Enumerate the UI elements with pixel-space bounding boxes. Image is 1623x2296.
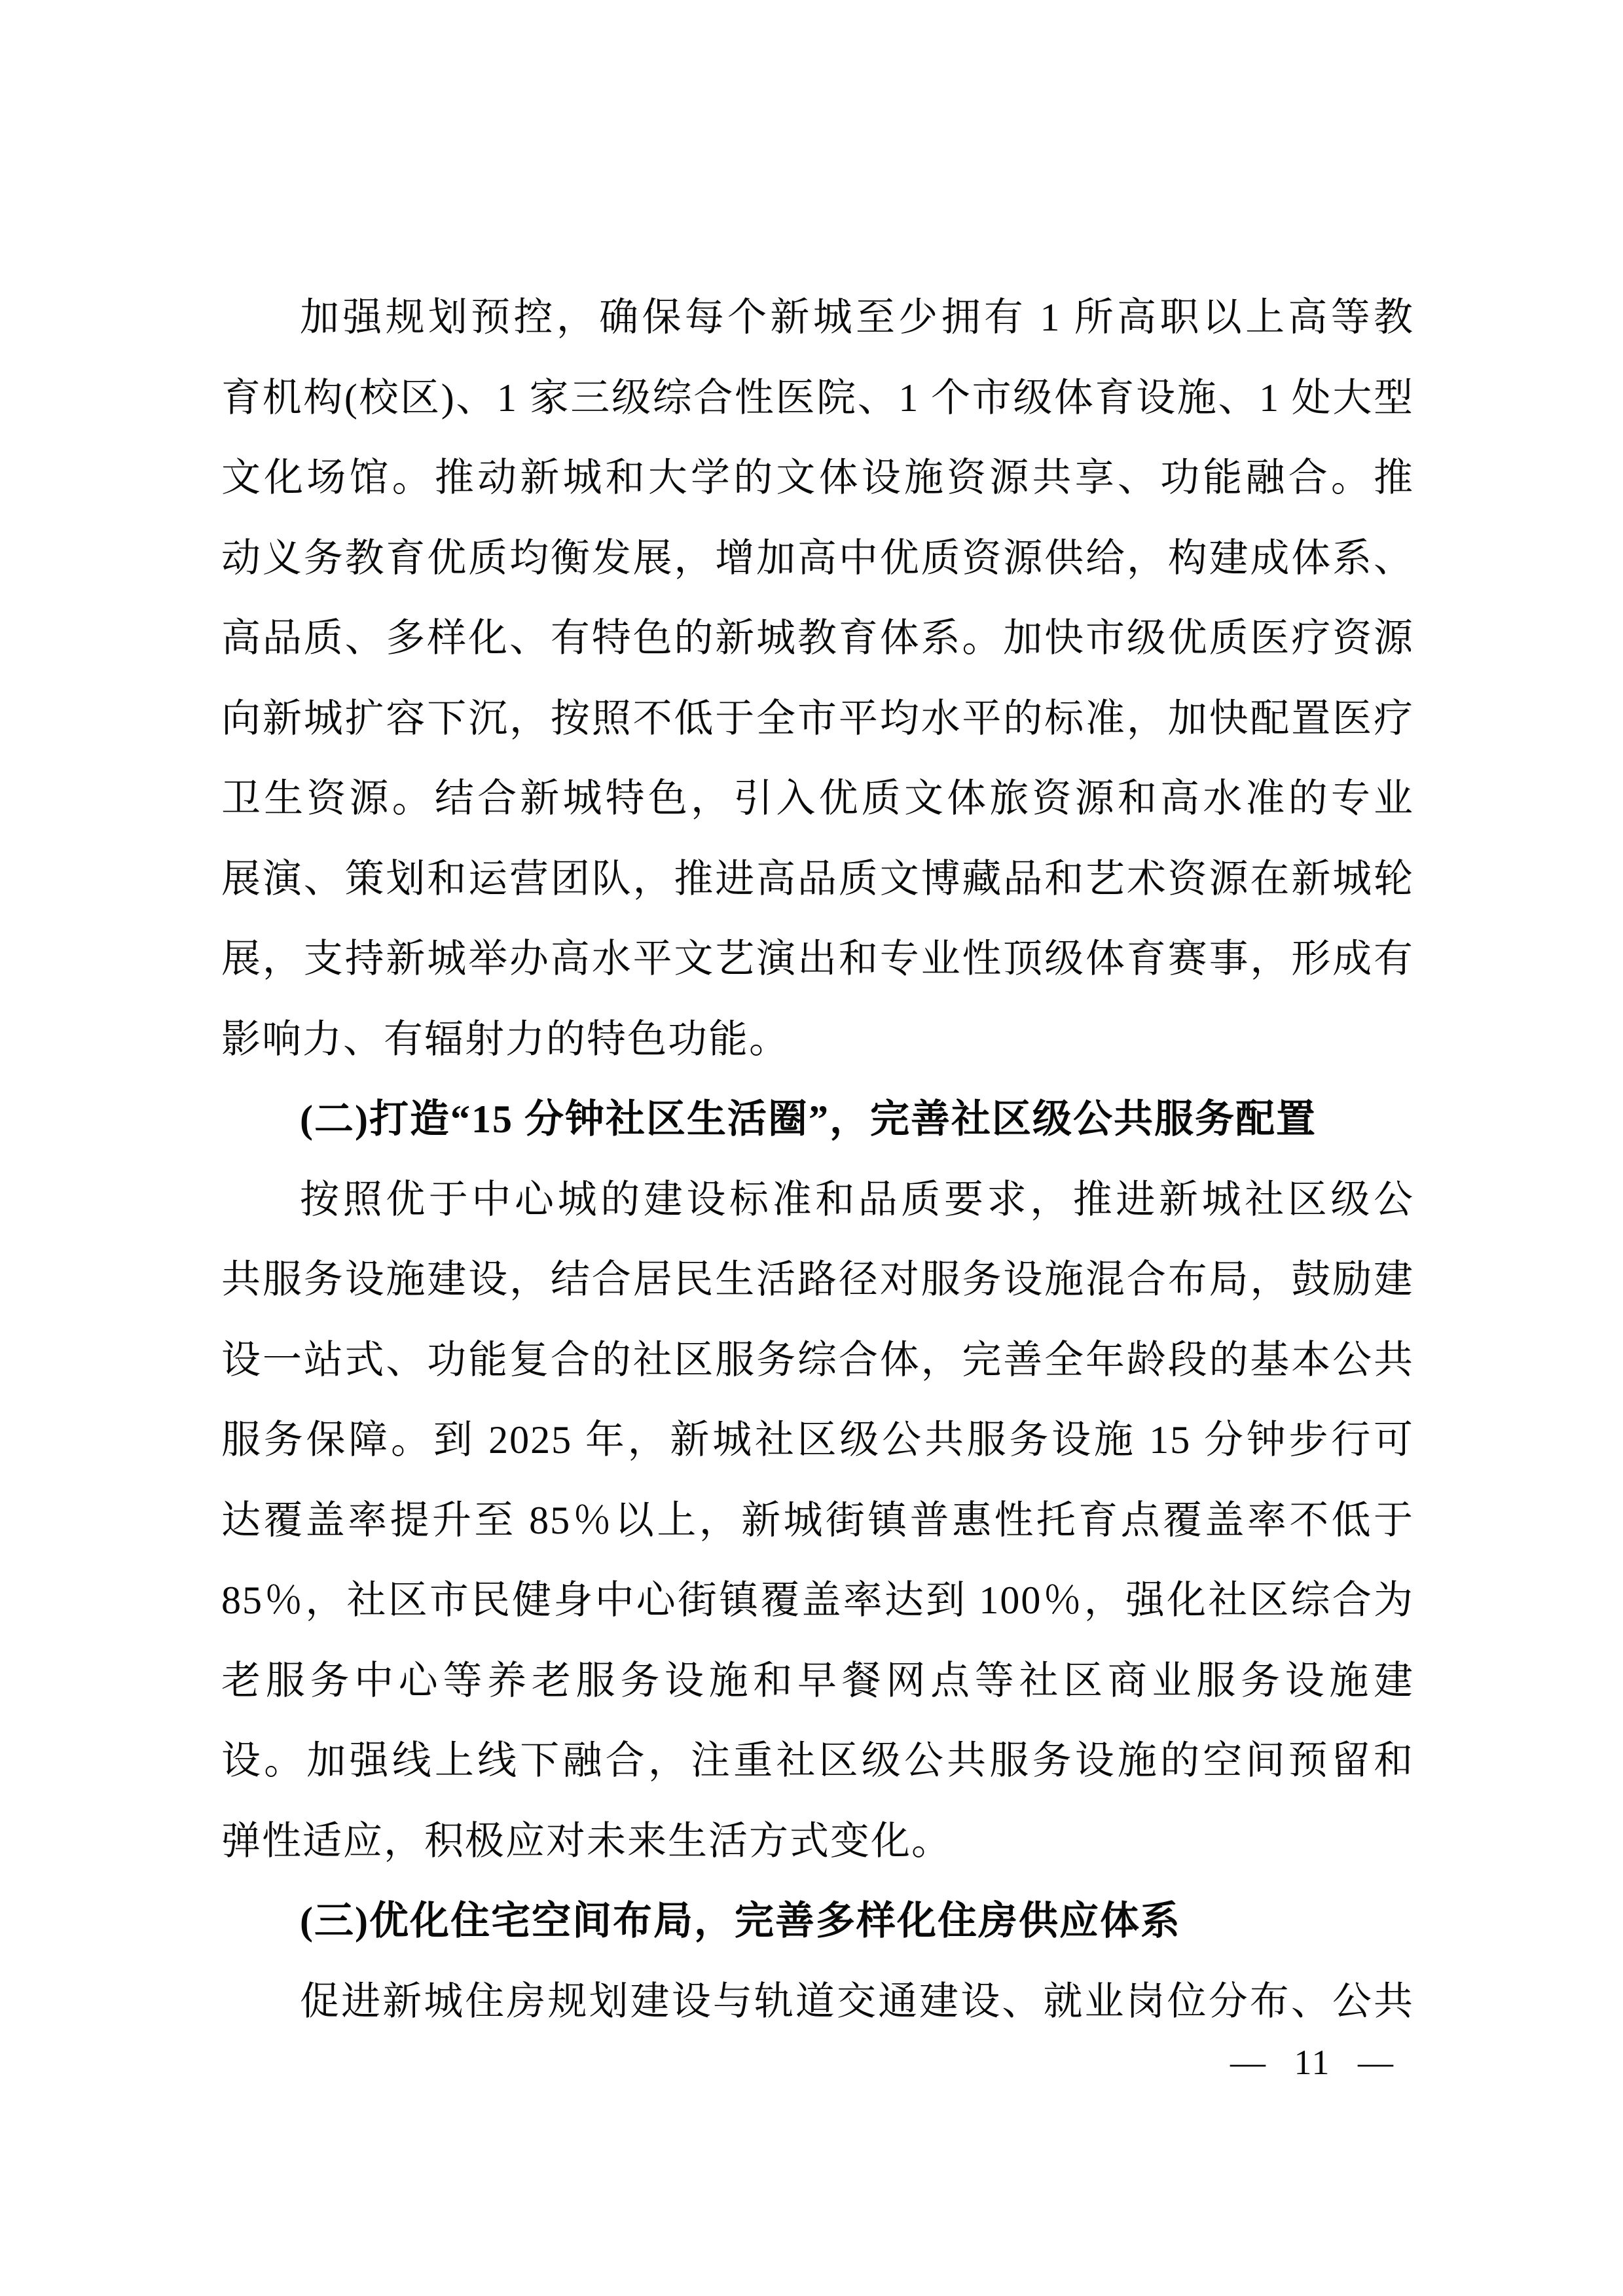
text-line: 展，支持新城举办高水平文艺演出和专业性顶级体育赛事，形成有: [221, 937, 1414, 980]
text-line: 设一站式、功能复合的社区服务综合体，完善全年龄段的基本公共: [221, 1338, 1414, 1382]
text-line: 达覆盖率提升至 85％以上，新城街镇普惠性托育点覆盖率不低于: [221, 1498, 1414, 1542]
text-line: 高品质、多样化、有特色的新城教育体系。加快市级优质医疗资源: [221, 617, 1414, 660]
text-line: 展演、策划和运营团队，推进高品质文博藏品和艺术资源在新城轮: [221, 857, 1414, 901]
text-line: 文化场馆。推动新城和大学的文体设施资源共享、功能融合。推: [221, 456, 1414, 499]
text-line: 老服务中心等养老服务设施和早餐网点等社区商业服务设施建: [221, 1659, 1414, 1702]
text-line: 85％，社区市民健身中心街镇覆盖率达到 100％，强化社区综合为: [221, 1579, 1414, 1622]
text-line: 服务保障。到 2025 年，新城社区级公共服务设施 15 分钟步行可: [221, 1418, 1414, 1462]
section-heading: (三)优化住宅空间布局，完善多样化住房供应体系: [300, 1899, 1181, 1943]
text-line: 促进新城住房规划建设与轨道交通建设、就业岗位分布、公共: [300, 1979, 1414, 2023]
section-heading: (二)打造“15 分钟社区生活圈”，完善社区级公共服务配置: [300, 1098, 1317, 1141]
text-line: 加强规划预控，确保每个新城至少拥有 1 所高职以上高等教: [300, 296, 1414, 339]
text-line: 共服务设施建设，结合居民生活路径对服务设施混合布局，鼓励建: [221, 1258, 1414, 1301]
text-line: 按照优于中心城的建设标准和品质要求，推进新城社区级公: [300, 1177, 1414, 1221]
text-line: 设。加强线上线下融合，注重社区级公共服务设施的空间预留和: [221, 1739, 1414, 1782]
page-number: — 11 —: [1230, 2043, 1395, 2082]
text-line: 动义务教育优质均衡发展，增加高中优质资源供给，构建成体系、: [221, 536, 1414, 580]
text-line: 影响力、有辐射力的特色功能。: [221, 1017, 790, 1061]
text-line: 育机构(校区)、1 家三级综合性医院、1 个市级体育设施、1 处大型: [221, 376, 1414, 420]
text-block: [221, 278, 1414, 2041]
text-line: 卫生资源。结合新城特色，引入优质文体旅资源和高水准的专业: [221, 777, 1414, 820]
text-line: 弹性适应，积极应对未来生活方式变化。: [221, 1819, 952, 1863]
text-line: 向新城扩容下沉，按照不低于全市平均水平的标准，加快配置医疗: [221, 696, 1414, 740]
